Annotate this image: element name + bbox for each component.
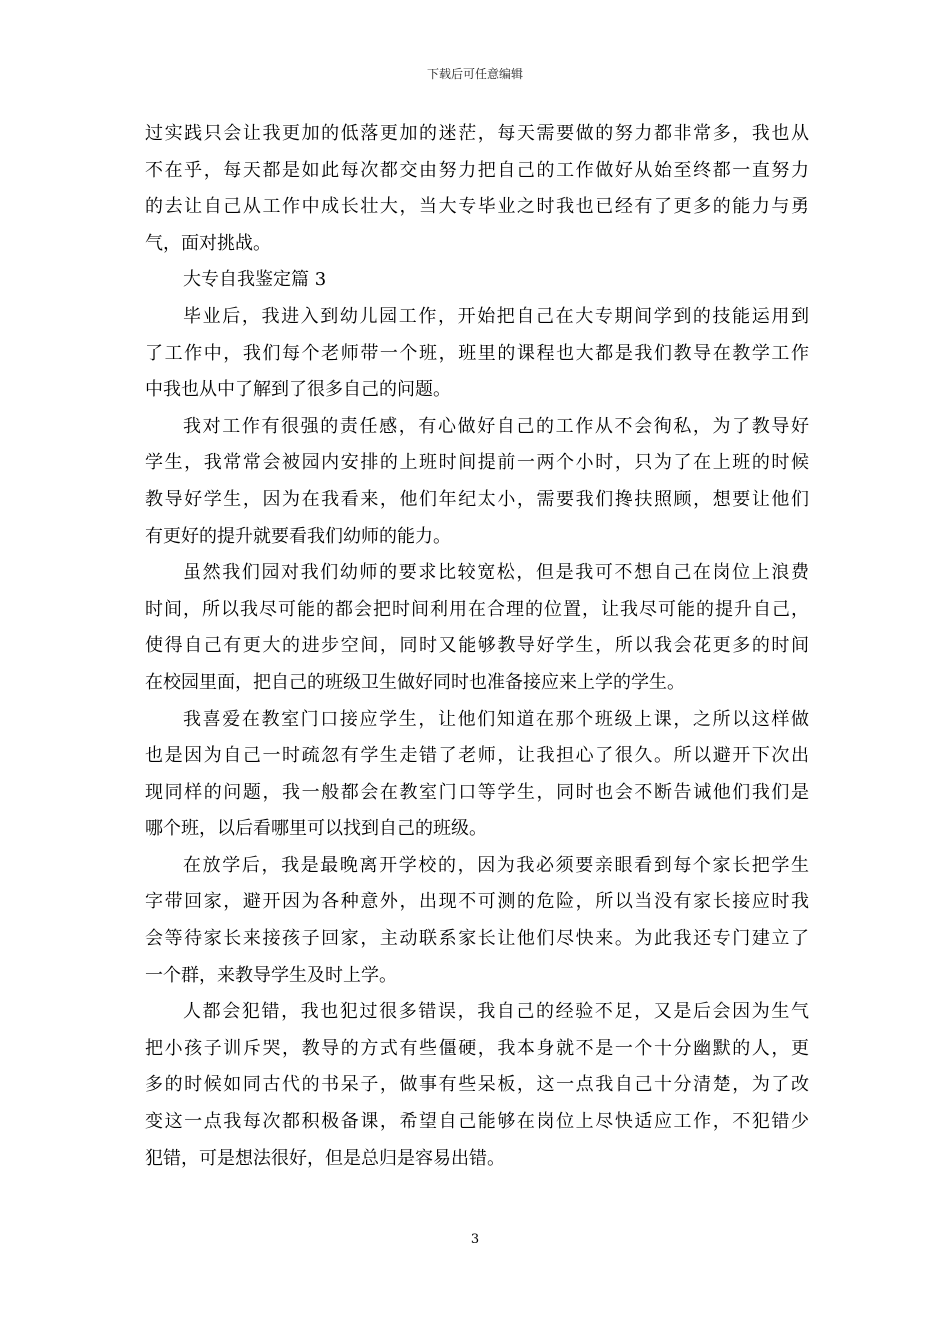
document-body bbox=[145, 116, 809, 1177]
text-line: 毕业后，我进入到幼儿园工作，开始把自己在大专期间学到的技能运用到 bbox=[183, 305, 809, 327]
paragraph bbox=[145, 262, 809, 299]
text-line: 把小孩子训斥哭，教导的方式有些僵硬，我本身就不是一个十分幽默的人，更 bbox=[145, 1037, 809, 1059]
text-line: 使得自己有更大的进步空间，同时又能够教导好学生，所以我会花更多的时间 bbox=[145, 635, 809, 657]
text-line: 多的时候如同古代的书呆子，做事有些呆板，这一点我自己十分清楚，为了改 bbox=[145, 1074, 809, 1096]
text-line: 一个群，来教导学生及时上学。 bbox=[145, 964, 397, 986]
text-line: 在放学后，我是最晚离开学校的，因为我必须要亲眼看到每个家长把学生 bbox=[183, 854, 809, 876]
text-line: 不在乎，每天都是如此每次都交由努力把自己的工作做好从始至终都一直努力 bbox=[145, 159, 809, 181]
text-line: 会等待家长来接孩子回家，主动联系家长让他们尽快来。为此我还专门建立了 bbox=[145, 928, 809, 950]
paragraph bbox=[145, 116, 809, 262]
text-line: 气，面对挑战。 bbox=[145, 232, 271, 254]
text-line: 教导好学生，因为在我看来，他们年纪太小，需要我们搀扶照顾，想要让他们 bbox=[145, 488, 809, 510]
text-line: 的去让自己从工作中成长壮大，当大专毕业之时我也已经有了更多的能力与勇 bbox=[145, 196, 809, 218]
paragraph bbox=[145, 848, 809, 994]
text-line: 我对工作有很强的责任感，有心做好自己的工作从不会徇私，为了教导好 bbox=[183, 415, 809, 437]
text-line: 虽然我们园对我们幼师的要求比较宽松，但是我可不想自己在岗位上浪费 bbox=[183, 562, 809, 584]
text-line: 了工作中，我们每个老师带一个班，班里的课程也大都是我们教导在教学工作 bbox=[145, 342, 809, 364]
text-line: 学生，我常常会被园内安排的上班时间提前一两个小时，只为了在上班的时候 bbox=[145, 452, 809, 474]
text-line: 有更好的提升就要看我们幼师的能力。 bbox=[145, 525, 451, 547]
text-line: 中我也从中了解到了很多自己的问题。 bbox=[145, 379, 451, 401]
paragraph bbox=[145, 994, 809, 1177]
text-line: 也是因为自己一时疏忽有学生走错了老师，让我担心了很久。所以避开下次出 bbox=[145, 745, 809, 767]
paragraph bbox=[145, 702, 809, 848]
text-line: 哪个班，以后看哪里可以找到自己的班级。 bbox=[145, 818, 487, 840]
text-line: 时间，所以我尽可能的都会把时间利用在合理的位置，让我尽可能的提升自己， bbox=[145, 598, 809, 620]
paragraph bbox=[145, 555, 809, 701]
text-line: 在校园里面，把自己的班级卫生做好同时也准备接应来上学的学生。 bbox=[145, 671, 685, 693]
text-line: 变这一点我每次都积极备课，希望自己能够在岗位上尽快适应工作，不犯错少 bbox=[145, 1111, 809, 1133]
page-header: 下载后可任意编辑 bbox=[426, 67, 523, 81]
text-line: 过实践只会让我更加的低落更加的迷茫，每天需要做的努力都非常多，我也从 bbox=[145, 123, 809, 144]
text-line: 人都会犯错，我也犯过很多错误，我自己的经验不足，又是后会因为生气 bbox=[183, 1001, 809, 1023]
text-line: 大专自我鉴定篇 3 bbox=[183, 269, 327, 291]
text-line: 犯错，可是想法很好，但是总归是容易出错。 bbox=[145, 1147, 505, 1169]
paragraph bbox=[145, 299, 809, 409]
text-line: 现同样的问题，我一般都会在教室门口等学生，同时也会不断告诫他们我们是 bbox=[145, 781, 809, 803]
page-number: 3 bbox=[470, 1232, 480, 1247]
text-line: 我喜爱在教室门口接应学生，让他们知道在那个班级上课，之所以这样做 bbox=[183, 708, 809, 730]
paragraph bbox=[145, 409, 809, 555]
text-line: 字带回家，避开因为各种意外，出现不可测的危险，所以当没有家长接应时我 bbox=[145, 891, 809, 913]
